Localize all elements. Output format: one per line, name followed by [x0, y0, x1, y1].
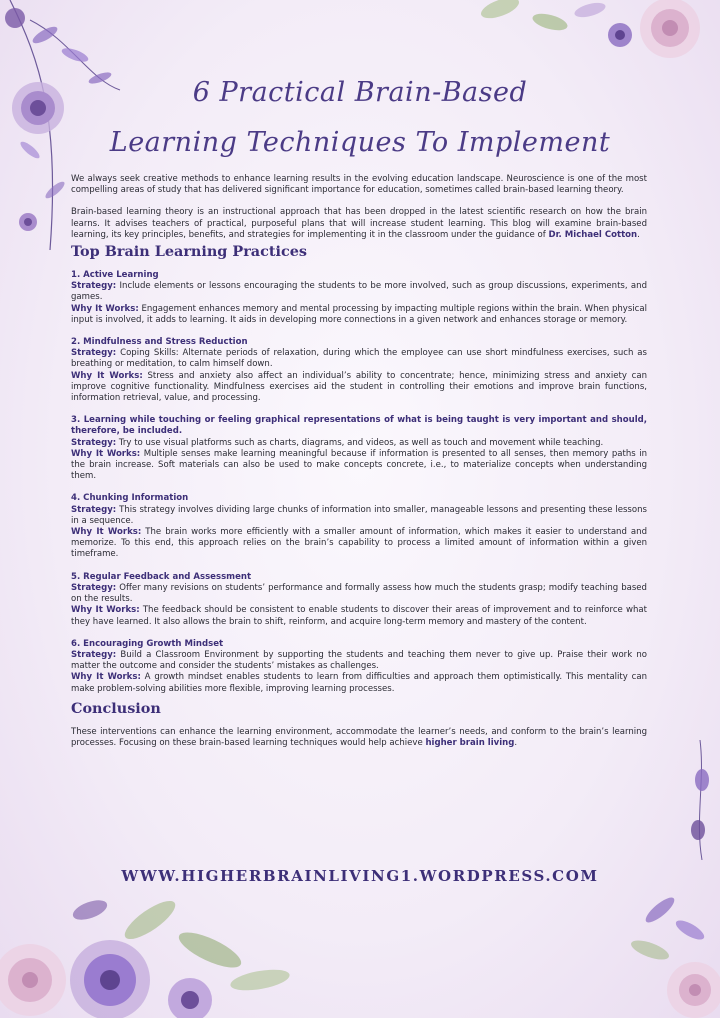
practice-strategy [71, 505, 647, 527]
practice-why [71, 304, 647, 326]
practice-strategy [71, 281, 647, 303]
floral-right-decoration [680, 740, 720, 860]
strategy-label: Strategy: [71, 281, 117, 292]
conclusion-end: . [514, 737, 518, 748]
why-label: Why It Works: [71, 370, 143, 381]
strategy-text: Coping Skills: Alternate periods of relaxation, during which the employee can use short mindfulness exercises, such as breathing or meditation, to calm himself down. [71, 348, 647, 370]
conclusion-heading: Conclusion [71, 699, 161, 717]
practice-section-2 [71, 337, 647, 404]
practice-title: 6. Encouraging Growth Mindset [71, 638, 224, 649]
conclusion-highlight: higher brain living [425, 737, 515, 748]
practice-title: 1. Active Learning [71, 270, 159, 281]
why-text: Stress and anxiety also affect an individual’s ability to concentrate; hence, minimizing stress and anxiety can improve cognitive functionality. Mindfulness exercises aid the student in controlling their emotions and improve brain functions, information retrieval, value, and processing. [71, 370, 647, 404]
practice-section-4 [71, 493, 647, 560]
floral-top-right-decoration [470, 0, 720, 80]
why-label: Why It Works: [71, 672, 141, 683]
page-title-line-2: Learning Techniques To Implement [109, 127, 611, 158]
floral-bottom-left-decoration [0, 880, 330, 1018]
article-body [71, 174, 647, 749]
why-label: Why It Works: [71, 303, 139, 314]
strategy-label: Strategy: [71, 348, 117, 359]
practice-why [71, 605, 647, 627]
why-label: Why It Works: [71, 448, 141, 459]
strategy-label: Strategy: [71, 582, 117, 593]
practice-strategy [71, 583, 647, 605]
website-url[interactable]: WWW.HIGHERBRAINLIVING1.WORDPRESS.COM [121, 867, 599, 885]
practice-title: 2. Mindfulness and Stress Reduction [71, 337, 248, 348]
strategy-text: Include elements or lessons encouraging the students to be more involved, such as group discussions, experiments, and games. [71, 281, 647, 303]
why-label: Why It Works: [71, 605, 140, 616]
conclusion-paragraph [71, 727, 647, 749]
practice-section-6 [71, 639, 647, 695]
strategy-text: Offer many revisions on students’ performance and formally assess how much the students grasp; modify teaching based on the results. [71, 582, 647, 605]
practice-title: 3. Learning while touching or feeling graphical representations of what is being taught is very important and should, therefore, be included. [71, 415, 647, 437]
page-title-line-1: 6 Practical Brain-Based [192, 77, 528, 108]
floral-bottom-right-decoration [620, 890, 720, 1018]
strategy-label: Strategy: [71, 649, 117, 660]
practice-strategy [71, 438, 647, 449]
practice-strategy [71, 650, 647, 672]
why-label: Why It Works: [71, 527, 142, 538]
intro-paragraph-2-end: . [637, 229, 640, 240]
practice-why [71, 449, 647, 483]
why-text: A growth mindset enables students to learn from difficulties and approach them optimistically. This mentality can make problem-solving abilities more flexible, improving learning processes. [71, 672, 647, 694]
intro-paragraph-2 [71, 207, 647, 241]
intro-paragraph-2-text: Brain-based learning theory is an instructional approach that has been dropped in the latest scientific research on how the brain learns. It advises teachers of practical, purposeful plans that will increase student learning. This blog will examine brain-based learning, its key principles, benefits, and strategies for implementing it in the classroom under the guidance of [71, 207, 647, 240]
strategy-text: This strategy involves dividing large chunks of information into smaller, manageable lessons and presenting these lessons in a sequence. [71, 504, 647, 526]
practice-title: 5. Regular Feedback and Assessment [71, 571, 252, 582]
practice-section-5 [71, 572, 647, 628]
strategy-label: Strategy: [71, 437, 117, 448]
practice-section-3 [71, 415, 647, 482]
practice-why [71, 371, 647, 405]
strategy-text: Build a Classroom Environment by supporting the students and teaching them never to give up. Praise their work no matter the outcome and consider the students’ mistakes as challenges. [71, 649, 647, 672]
practice-section-1 [71, 270, 647, 326]
why-text: The feedback should be consistent to enable students to discover their areas of improvement and to reinforce what they have learned. It also allows the brain to shift, reinform, and acquire long-term memory and mastery of the content. [71, 605, 647, 627]
intro-paragraph-1: We always seek creative methods to enhance learning results in the evolving education landscape. Neuroscience is one of the most compelling areas of study that has delivered significant importance for education, sometimes called brain-based learning theory. [71, 174, 647, 196]
practice-title: 4. Chunking Information [71, 493, 189, 504]
strategy-label: Strategy: [71, 504, 117, 515]
flower-icon [70, 940, 150, 1018]
why-text: The brain works more efficiently with a smaller amount of information, which makes it easier to understand and memorize. To this end, this approach relies on the brain’s capability to process a limited amount of information within a given timeframe. [71, 527, 647, 560]
practice-strategy [71, 348, 647, 370]
strategy-text: Try to use visual platforms such as charts, diagrams, and videos, as well as touch and movement while teaching. [116, 437, 604, 448]
practice-why [71, 672, 647, 694]
author-name: Dr. Michael Cotton [548, 229, 638, 240]
why-text: Multiple senses make learning meaningful because if information is presented to all senses, then memory paths in the brain increase. Soft materials can also be used to make concepts concrete, i.e., to materialize concepts when understanding them. [71, 448, 647, 482]
why-text: Engagement enhances memory and mental processing by impacting multiple regions within the brain. When physical input is involved, it adds to learning. It aids in developing more connections in a given network and enhances storage or memory. [71, 303, 647, 325]
practices-heading: Top Brain Learning Practices [71, 243, 308, 261]
conclusion-text: These interventions can enhance the learning environment, accommodate the learner’s needs, and conform to the brain’s learning processes. Focusing on these brain-based learning techniques would help achieve [71, 726, 647, 748]
practice-why [71, 527, 647, 561]
